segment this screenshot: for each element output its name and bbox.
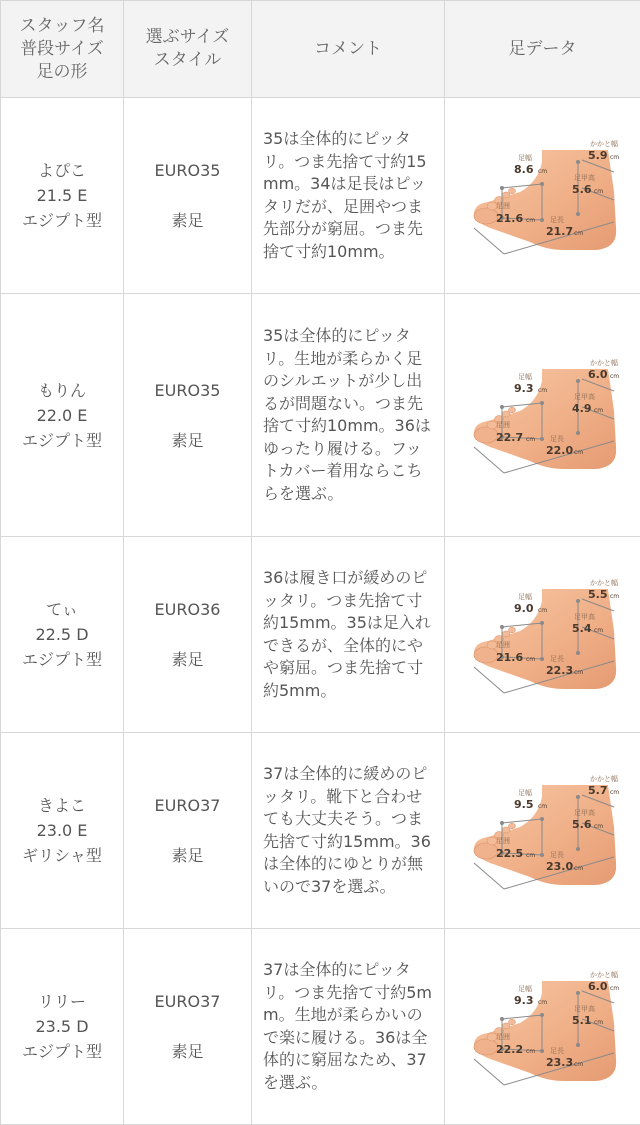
svg-text:cm: cm [610,373,619,380]
usual-size: 23.0 E [37,821,88,840]
usual-size: 22.5 D [35,625,88,644]
length-label: 足長 [550,434,564,443]
staff-name: もりん [38,381,86,400]
heel-label: かかと幅 [590,774,618,783]
header-size: 選ぶサイズ スタイル [124,1,252,98]
girth-label: 足囲 [496,1032,510,1041]
comment-cell: 37は全体的にピッタリ。つま先捨て寸約5mm。生地が柔らかいので楽に履ける。36は全体的に窮屈なため、37を選ぶ。 [252,929,445,1125]
svg-text:cm: cm [574,865,583,872]
size-cell [124,98,252,294]
width-label: 足幅 [518,153,532,162]
svg-text:cm: cm [526,656,535,663]
style: 素足 [124,843,251,868]
heel-label: かかと幅 [590,139,618,148]
girth-label: 足囲 [496,420,510,429]
size-cell [124,537,252,733]
style: 素足 [124,428,251,453]
table-row [1,98,640,294]
svg-text:cm: cm [610,985,619,992]
instep-label: 足甲高 [574,1004,595,1013]
staff-name: よぴこ [38,161,86,180]
svg-text:cm: cm [574,230,583,237]
chosen-size: EURO37 [155,796,221,815]
svg-text:cm: cm [594,1019,603,1026]
girth-label: 足囲 [496,640,510,649]
foot-shape: ギリシャ型 [22,846,102,865]
svg-text:cm: cm [538,168,547,175]
girth-label: 足囲 [496,201,510,210]
heel-value: 6.0 [588,368,608,381]
usual-size: 21.5 E [37,186,88,205]
length-label: 足長 [550,654,564,663]
header-row [1,1,640,98]
foot-diagram [446,767,640,895]
svg-text:cm: cm [594,407,603,414]
usual-size: 22.0 E [37,406,88,425]
width-value: 9.3 [514,382,534,395]
width-label: 足幅 [518,592,532,601]
foot-diagram [446,571,640,699]
chosen-size: EURO35 [155,161,221,180]
size-cell [124,294,252,537]
comment-cell: 35は全体的にピッタリ。生地が柔らかく足のシルエットが少し出るが問題ない。つま先捨て寸約10mm。36はゆったり履ける。フットカバー着用ならこちらを選ぶ。 [252,294,445,537]
svg-text:cm: cm [526,852,535,859]
header-staff: スタッフ名 普段サイズ 足の形 [1,1,124,98]
staff-cell [1,733,124,929]
svg-text:cm: cm [538,803,547,810]
foot-data-cell [445,733,640,929]
width-value: 8.6 [514,163,534,176]
table-row [1,294,640,537]
comment-cell: 35は全体的にピッタリ。つま先捨て寸約15mm。34は足長はピッタリだが、足囲やつま先部分が窮屈。つま先捨て寸約10mm。 [252,98,445,294]
instep-value: 5.6 [572,818,592,831]
svg-text:cm: cm [610,593,619,600]
svg-text:cm: cm [574,669,583,676]
svg-text:cm: cm [610,789,619,796]
staff-name: きよこ [38,796,86,815]
header-foot-data: 足データ [445,1,640,98]
svg-text:cm: cm [574,1061,583,1068]
svg-text:cm: cm [594,627,603,634]
foot-data-cell [445,98,640,294]
instep-value: 5.6 [572,183,592,196]
width-value: 9.5 [514,798,534,811]
svg-text:cm: cm [538,999,547,1006]
girth-value: 21.6 [496,212,523,225]
svg-text:cm: cm [610,154,619,161]
girth-value: 22.7 [496,431,523,444]
instep-value: 4.9 [572,402,592,415]
width-label: 足幅 [518,788,532,797]
heel-label: かかと幅 [590,358,618,367]
svg-text:cm: cm [594,188,603,195]
heel-value: 6.0 [588,980,608,993]
svg-text:cm: cm [526,1048,535,1055]
chosen-size: EURO36 [155,600,221,619]
svg-text:cm: cm [574,449,583,456]
svg-text:cm: cm [526,217,535,224]
length-label: 足長 [550,1046,564,1055]
foot-shape: エジプト型 [22,1042,102,1061]
girth-value: 21.6 [496,651,523,664]
heel-label: かかと幅 [590,578,618,587]
heel-value: 5.5 [588,588,608,601]
svg-text:cm: cm [538,607,547,614]
comment-cell: 36は履き口が緩めのピッタリ。つま先捨て寸約15mm。35は足入れできるが、全体的にやや窮屈。つま先捨て寸約5mm。 [252,537,445,733]
instep-value: 5.1 [572,1014,592,1027]
staff-cell [1,929,124,1125]
width-label: 足幅 [518,984,532,993]
style: 素足 [124,647,251,672]
foot-diagram [446,963,640,1091]
header-comment: コメント [252,1,445,98]
length-label: 足長 [550,850,564,859]
girth-label: 足囲 [496,836,510,845]
staff-name: てぃ [46,600,78,619]
width-label: 足幅 [518,372,532,381]
table-row [1,537,640,733]
svg-text:cm: cm [594,823,603,830]
svg-text:cm: cm [538,387,547,394]
size-cell [124,733,252,929]
width-value: 9.0 [514,602,534,615]
instep-label: 足甲高 [574,612,595,621]
length-label: 足長 [550,215,564,224]
width-value: 9.3 [514,994,534,1007]
length-value: 22.3 [546,664,573,677]
chosen-size: EURO35 [155,381,221,400]
style: 素足 [124,1039,251,1064]
foot-shape: エジプト型 [22,650,102,669]
table-row [1,733,640,929]
svg-text:cm: cm [526,436,535,443]
staff-name: リリー [38,992,86,1011]
staff-cell [1,98,124,294]
foot-shape: エジプト型 [22,431,102,450]
instep-label: 足甲高 [574,173,595,182]
instep-label: 足甲高 [574,392,595,401]
foot-diagram [446,351,640,479]
staff-cell [1,537,124,733]
girth-value: 22.5 [496,847,523,860]
foot-diagram [446,132,640,260]
size-cell [124,929,252,1125]
foot-data-cell [445,537,640,733]
table-row [1,929,640,1125]
chosen-size: EURO37 [155,992,221,1011]
comment-cell: 37は全体的に緩めのピッタリ。靴下と合わせても大丈夫そう。つま先捨て寸約15mm。36は全体的にゆとりが無いので37を選ぶ。 [252,733,445,929]
heel-value: 5.7 [588,784,608,797]
length-value: 22.0 [546,444,573,457]
length-value: 21.7 [546,225,573,238]
heel-label: かかと幅 [590,970,618,979]
style: 素足 [124,208,251,233]
instep-value: 5.4 [572,622,592,635]
staff-cell [1,294,124,537]
girth-value: 22.2 [496,1043,523,1056]
length-value: 23.3 [546,1056,573,1069]
instep-label: 足甲高 [574,808,595,817]
foot-data-cell [445,294,640,537]
heel-value: 5.9 [588,149,608,162]
foot-shape: エジプト型 [22,211,102,230]
usual-size: 23.5 D [35,1017,88,1036]
foot-data-cell [445,929,640,1125]
length-value: 23.0 [546,860,573,873]
